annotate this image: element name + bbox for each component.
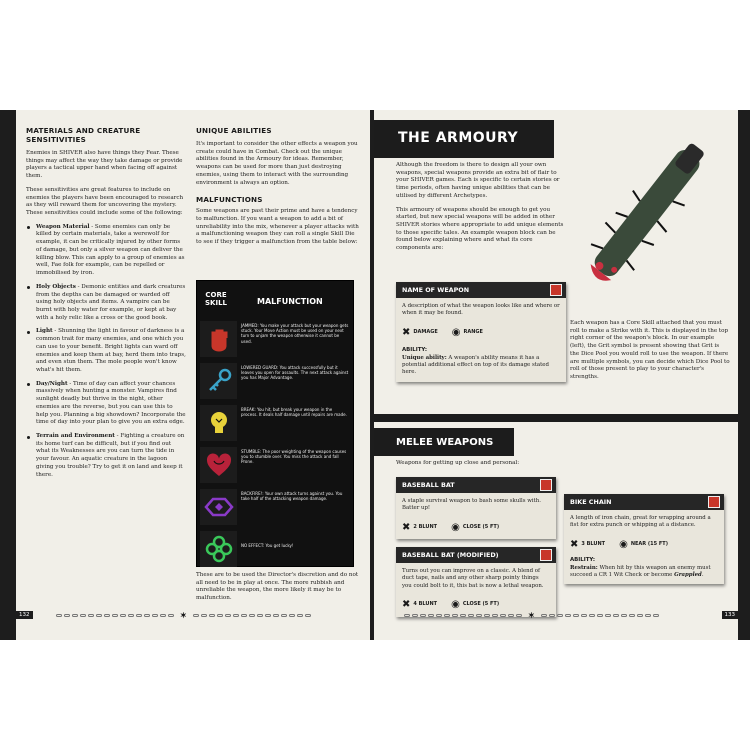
melee-section bbox=[374, 428, 738, 640]
malfunction-text: LOWERED GUARD: You attack successfully but it leaves you open for assaults. The next attack against you has Major Advantage. bbox=[241, 365, 349, 381]
page-number: 132 bbox=[16, 611, 33, 619]
malfunction-text: BACKFIRE!: Your own attack turns against you. You take half of the attacking weapon damage. bbox=[241, 491, 343, 502]
target-icon: ◉ bbox=[451, 599, 460, 611]
crossed-swords-icon: ✖ bbox=[402, 326, 411, 338]
heart-icon bbox=[200, 447, 237, 483]
sensitivity-list bbox=[26, 224, 186, 480]
left-page bbox=[16, 110, 370, 640]
crossed-swords-icon: ✖ bbox=[570, 538, 579, 550]
weapon-block: BASEBALL BAT A staple survival weapon to bash some skulls with. Batter up! ✖ 2 BLUNT ◉ CLOSE (5 FT) bbox=[396, 477, 556, 539]
spiked-bat-illustration bbox=[554, 112, 734, 322]
unique-para: It's important to consider the other effects a weapon you create could have in Combat. Check out the unique abilities found in the Armoury for ideas. Remember, weapons can be used for more than just destroying enemies, using them to interact with the surrounding environment is always an option. bbox=[196, 141, 358, 186]
melee-title: MELEE WEAPONS bbox=[374, 428, 514, 456]
core-skill-explainer: Each weapon has a Core Skill attached that you must roll to make a Strike with it. This is displayed in the top right corner of the weapon's block. In our example (left), the Grit symbol is present showing that Grit is the Dice Pool you would roll to use the weapon. If there are multiple symbols, you can decide which Dice Pool to roll of those present to play to your character's strengths. bbox=[570, 320, 730, 381]
table-row bbox=[197, 361, 355, 401]
list-item: Holy Objects - Demonic entities and dark creatures from the depths can be damaged or warded off using holy objects and items. A vampire can be burnt with holy water for example, or kept at bay with a holy relic like a cross or the good book. bbox=[26, 284, 186, 323]
clover-icon bbox=[200, 531, 237, 567]
grit-icon bbox=[550, 284, 562, 296]
right-column bbox=[196, 126, 361, 253]
armoury-intro: Although the freedom is there to design all your own weapons, special weapons provide an extra bit of flair to your SHIVER games. Each is specific to certain stories or time periods, often having unique abilities that can be utilised by different Archetypes. This armoury of weapons should be enough to get you started, but new special weapons will be added in other SHIVER stories where appropriate to add unique elements to those specific tales. An example weapon block can be found below explaining where and what its core components are: bbox=[396, 162, 564, 252]
weapon-stats: ✖ DAMAGE ◉ RANGE bbox=[402, 326, 483, 338]
core-skill-header: CORE SKILL bbox=[205, 291, 227, 308]
footer-ornament: ✶ bbox=[56, 612, 311, 618]
malfunction-text: STUMBLE: The poor weighting of the weapon causes you to stumble over. You miss the attack and fall Prone. bbox=[241, 449, 347, 465]
grit-icon bbox=[540, 549, 552, 561]
table-header bbox=[197, 281, 353, 319]
list-item: Weapon Material - Some enemies can only be killed by certain materials, take a werewolf for example, it can be critically injured by other forms of damage, but only a silver weapon can deliver the killing blow. This can apply to a group of enemies as well, Fae folk for example, can be repelled or immobilised by iron. bbox=[26, 224, 186, 278]
malfunction-text: BREAK: You hit, but break your weapon in the process. It deals half damage until repairs are made. bbox=[241, 407, 347, 418]
grit-icon bbox=[540, 479, 552, 491]
weapon-block: BASEBALL BAT (MODIFIED) Turns out you can improve on a classic. A blend of duct tape, nails and any other sharp pointy things you could bolt to it, this bat is now a lethal weapon. ✖ 4 BLUNT ◉ CLOSE (5 FT) bbox=[396, 547, 556, 617]
materials-intro: Enemies in SHIVER also have things they Fear. These things may affect the way they take damage or provide players a tactical upper hand when facing off against them. bbox=[26, 150, 183, 180]
page-number: 133 bbox=[722, 611, 739, 619]
melee-intro: Weapons for getting up close and personal: bbox=[396, 460, 520, 466]
ability-label: ABILITY: bbox=[402, 347, 427, 354]
footer-ornament: ✶ bbox=[404, 612, 659, 618]
key-icon bbox=[200, 363, 237, 399]
grit-icon bbox=[708, 496, 720, 508]
materials-heading: MATERIALS AND CREATURE SENSITIVITIES bbox=[26, 126, 141, 144]
weapon-block: BIKE CHAIN A length of iron chain, great for wrapping around a fist for extra punch or whipping at a distance. ✖ 3 BLUNT ◉ NEAR (15 FT) ABILITY: Restrain: When hit by this weapon an enemy must succeed a CR 1 Wit Check or become Grappled. bbox=[564, 494, 724, 584]
list-item: Terrain and Environment - Fighting a creature on its home turf can be difficult, but if you find out what its Weaknesses are you can turn the tide in your favour. An aquatic creature in the lagoon giving you trouble? Try to get it on land and keep it there. bbox=[26, 433, 186, 479]
malfunction-text: JAMMED: You make your attack but your weapon gets stuck. Your Move Action must be used on your next turn to unjam the weapon otherwise it cannot be used. bbox=[241, 323, 349, 344]
weapon-description: A description of what the weapon looks like and where or when it may be found. bbox=[402, 303, 560, 317]
table-row bbox=[197, 487, 355, 527]
malfunction-header: MALFUNCTION bbox=[257, 297, 323, 306]
table-row bbox=[197, 445, 355, 485]
materials-para: These sensitivities are great features to include on enemies the players have been encouraged to research as they will reward them for uncovering the mystery. These sensitivities could include some of the following: bbox=[26, 186, 184, 217]
malfunctions-heading: MALFUNCTIONS bbox=[196, 195, 263, 205]
table-row bbox=[197, 403, 355, 443]
malfunction-footnote: These are to be used the Director's discretion and do not all need to be in play at once. The more rubbish and unreliable the weapon, the more likely it may be to malfunction. bbox=[196, 572, 359, 602]
right-page bbox=[374, 110, 738, 640]
armoury-title: THE ARMOURY bbox=[374, 120, 554, 158]
lightbulb-icon bbox=[200, 405, 237, 441]
crossed-swords-icon: ✖ bbox=[402, 521, 411, 533]
ability-text: Unique ability: A weapon's ability means it has a potential additional effect on top of its damage stated here. bbox=[402, 354, 549, 376]
target-icon: ◉ bbox=[451, 521, 460, 533]
malfunctions-para: Some weapons are past their prime and have a tendency to malfunction. If you want a weapon to add a bit of unreliability into the mix, whenever a player attacks with a malfunctioning weapon they can roll a single Skill Die to see if they trigger a malfunction from the table below: bbox=[196, 208, 359, 246]
target-icon: ◉ bbox=[619, 538, 628, 550]
table-row bbox=[197, 319, 355, 359]
left-column bbox=[26, 126, 186, 485]
crossed-swords-icon: ✖ bbox=[402, 599, 411, 611]
list-item: Light - Shunning the light in favour of darkness is a common trait for many enemies, and one which you can use to your benefit. Bright lights can ward off enemies and keep them at bay, herd them into traps, and even stun them. The mole people won't know what's hit them. bbox=[26, 328, 186, 374]
eye-icon bbox=[200, 489, 237, 525]
book-spread bbox=[0, 110, 750, 640]
weapon-name: NAME OF WEAPON bbox=[402, 286, 470, 294]
list-item: Day/Night - Time of day can affect your chances massively when hunting a monster. Vampires find sunlight deadly but thrive in the night, other enemies are the reverse, but you can use this to help you. Planning a big showdown? Incorporate the time of day into your plan to give you an extra edge. bbox=[26, 381, 186, 427]
unique-heading: UNIQUE ABILITIES bbox=[196, 126, 272, 135]
target-icon: ◉ bbox=[451, 326, 461, 338]
example-weapon-block bbox=[396, 282, 566, 382]
malfunction-table bbox=[196, 280, 354, 567]
malfunction-text: NO EFFECT: You get lucky! bbox=[241, 543, 294, 548]
table-row bbox=[197, 529, 355, 569]
fist-icon bbox=[200, 321, 237, 357]
